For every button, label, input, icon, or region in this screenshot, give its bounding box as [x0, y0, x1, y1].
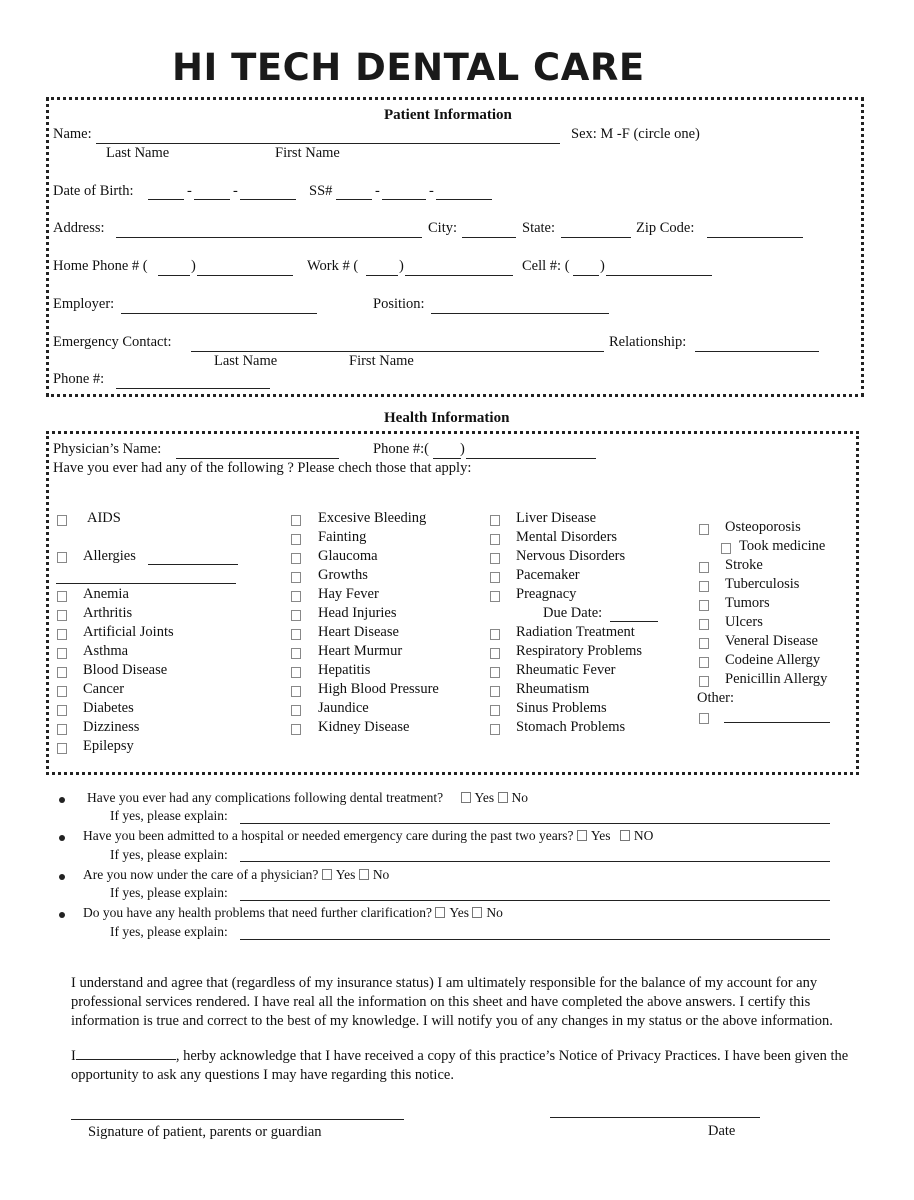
checkbox[interactable] [490, 534, 500, 545]
condition-label: Rheumatic Fever [516, 662, 616, 678]
question-row [87, 790, 528, 806]
physician-phone-paren: ) [460, 441, 465, 457]
condition-label: Rheumatism [516, 681, 590, 697]
checkbox[interactable] [699, 619, 709, 630]
bullet [59, 835, 65, 841]
question-text: Are you now under the care of a physician? [83, 867, 319, 882]
no-label: No [372, 867, 390, 882]
employer-field[interactable] [121, 313, 317, 314]
question-text: Have you ever had any complications following dental treatment? [87, 790, 444, 805]
condition-label: Heart Murmur [318, 643, 403, 659]
home-phone-paren: ) [191, 258, 196, 274]
allergies-field-2[interactable] [56, 583, 236, 584]
condition-label: AIDS [87, 510, 121, 526]
checkbox[interactable] [57, 648, 67, 659]
dob-month-field[interactable] [148, 199, 184, 200]
work-phone-label: Work # ( [307, 258, 359, 274]
checkbox[interactable] [57, 552, 67, 563]
ssn-label: SS# [309, 183, 333, 199]
question-text: Have you been admitted to a hospital or needed emergency care during the past two years? [83, 828, 574, 843]
due-date-field[interactable] [610, 621, 658, 622]
explain-field[interactable] [240, 900, 830, 901]
checkbox[interactable] [699, 562, 709, 573]
question-row [83, 867, 389, 883]
home-phone-label: Home Phone # ( [53, 258, 148, 274]
condition-label: Radiation Treatment [516, 624, 635, 640]
date-field[interactable] [550, 1117, 760, 1118]
checkbox[interactable] [291, 534, 301, 545]
physician-phone-field[interactable] [466, 458, 596, 459]
condition-label: Liver Disease [516, 510, 597, 526]
no-checkbox[interactable] [472, 907, 482, 918]
yes-label: Yes [335, 867, 356, 882]
other-field[interactable] [724, 722, 830, 723]
cell-phone-label: Cell #: ( [522, 258, 570, 274]
relationship-field[interactable] [695, 351, 819, 352]
dob-dash-1: - [187, 183, 192, 199]
checkbox[interactable] [291, 553, 301, 564]
no-checkbox[interactable] [620, 830, 630, 841]
allergies-field[interactable] [148, 564, 238, 565]
checkbox[interactable] [57, 515, 67, 526]
condition-label: Growths [318, 567, 368, 583]
checkbox[interactable] [57, 705, 67, 716]
checkbox[interactable] [291, 515, 301, 526]
emergency-contact-field[interactable] [191, 351, 604, 352]
state-field[interactable] [561, 237, 631, 238]
checkbox[interactable] [699, 524, 709, 535]
condition-label: Dizziness [83, 719, 140, 735]
condition-label: Jaundice [318, 700, 369, 716]
condition-label: High Blood Pressure [318, 681, 439, 697]
checkbox[interactable] [57, 610, 67, 621]
condition-label: Allergies [83, 548, 136, 564]
condition-label: Osteoporosis [725, 519, 801, 535]
checkbox[interactable] [699, 600, 709, 611]
work-phone-paren: ) [399, 258, 404, 274]
ssn-part1-field[interactable] [336, 199, 372, 200]
checkbox[interactable] [57, 667, 67, 678]
city-field[interactable] [462, 237, 516, 238]
yes-checkbox[interactable] [577, 830, 587, 841]
state-label: State: [522, 220, 556, 236]
condition-label: Nervous Disorders [516, 548, 626, 564]
acknowledge-prefix: I [71, 1048, 76, 1064]
name-label: Name: [53, 126, 92, 142]
cell-phone-paren: ) [600, 258, 605, 274]
yes-checkbox[interactable] [322, 869, 332, 880]
condition-label: Asthma [83, 643, 129, 659]
home-phone-area-field[interactable] [158, 275, 190, 276]
condition-label: Hepatitis [318, 662, 371, 678]
position-field[interactable] [431, 313, 609, 314]
condition-label: Fainting [318, 529, 367, 545]
dob-label: Date of Birth: [53, 183, 134, 199]
bullet [59, 912, 65, 918]
condition-label: Artificial Joints [83, 624, 174, 640]
checkbox[interactable] [57, 743, 67, 754]
condition-label: Diabetes [83, 700, 134, 716]
health-info-heading: Health Information [384, 410, 510, 426]
work-phone-area-field[interactable] [366, 275, 398, 276]
ssn-part3-field[interactable] [436, 199, 492, 200]
zip-label: Zip Code: [636, 220, 695, 236]
explain-field[interactable] [240, 823, 830, 824]
condition-label: Stroke [725, 557, 763, 573]
city-label: City: [428, 220, 458, 236]
checkbox[interactable] [721, 543, 731, 554]
zip-field[interactable] [707, 237, 803, 238]
yes-label: Yes [449, 905, 470, 920]
acknowledge-text: , herby acknowledge that I have received a copy of this practice’s Notice of Privacy Practices. I have been given the opportunity to ask any questions I may have regarding this notice. [71, 1048, 849, 1083]
other-label: Other: [697, 690, 735, 706]
condition-label: Veneral Disease [725, 633, 818, 649]
checkbox[interactable] [291, 572, 301, 583]
emergency-last-name-caption: Last Name [214, 353, 278, 369]
emergency-contact-label: Emergency Contact: [53, 334, 172, 350]
checkbox[interactable] [490, 629, 500, 640]
condition-label: Kidney Disease [318, 719, 410, 735]
condition-label: Took medicine [739, 538, 826, 554]
physician-phone-label: Phone #:( [373, 441, 429, 457]
condition-label: Mental Disorders [516, 529, 618, 545]
patient-info-box [46, 97, 864, 397]
condition-label: Sinus Problems [516, 700, 607, 716]
condition-label: Stomach Problems [516, 719, 626, 735]
checkbox[interactable] [291, 591, 301, 602]
relationship-label: Relationship: [609, 334, 687, 350]
ssn-dash-1: - [375, 183, 380, 199]
condition-label: Head Injuries [318, 605, 397, 621]
checkbox[interactable] [57, 629, 67, 640]
no-checkbox[interactable] [498, 792, 508, 803]
physician-name-label: Physician’s Name: [53, 441, 162, 457]
checkbox[interactable] [57, 724, 67, 735]
emergency-phone-field[interactable] [116, 388, 270, 389]
dob-dash-2: - [233, 183, 238, 199]
form-title: HI TECH DENTAL CARE [172, 46, 645, 89]
condition-label: Epilepsy [83, 738, 134, 754]
checkbox[interactable] [699, 713, 709, 724]
checkbox[interactable] [291, 686, 301, 697]
privacy-acknowledgement [71, 1047, 881, 1085]
condition-label: Pacemaker [516, 567, 580, 583]
checkbox[interactable] [291, 629, 301, 640]
cell-phone-area-field[interactable] [573, 275, 599, 276]
due-date-label: Due Date: [543, 605, 603, 621]
yes-label: Yes [590, 828, 611, 843]
acknowledge-name-field[interactable] [76, 1047, 176, 1060]
condition-label: Preagnacy [516, 586, 577, 602]
explain-label: If yes, please explain: [110, 808, 228, 823]
bullet [59, 874, 65, 880]
checkbox[interactable] [490, 553, 500, 564]
checkbox[interactable] [490, 686, 500, 697]
checkbox[interactable] [490, 724, 500, 735]
last-name-caption: Last Name [106, 145, 170, 161]
checkbox[interactable] [699, 676, 709, 687]
signature-field[interactable] [71, 1119, 404, 1120]
patient-info-heading: Patient Information [384, 107, 512, 123]
employer-label: Employer: [53, 296, 115, 312]
checkbox[interactable] [699, 638, 709, 649]
cell-phone-field[interactable] [606, 275, 712, 276]
home-phone-field[interactable] [197, 275, 293, 276]
question-row [83, 905, 503, 921]
ssn-dash-2: - [429, 183, 434, 199]
question-text: Do you have any health problems that need further clarification? [83, 905, 432, 920]
checkbox[interactable] [291, 705, 301, 716]
checkbox[interactable] [57, 591, 67, 602]
dob-year-field[interactable] [240, 199, 296, 200]
no-label: NO [633, 828, 654, 843]
condition-label: Cancer [83, 681, 125, 697]
physician-phone-area-field[interactable] [433, 458, 461, 459]
checkbox[interactable] [490, 515, 500, 526]
agreement-text: I understand and agree that (regardless of my insurance status) I am ultimately responsible for the balance of my account for any professional services rendered. I have real all the information on this sheet and have completed the above answers. I certify this information is true and correct to the best of my knowledge. I will notify you of any changes in my status or the above information. [71, 975, 833, 1029]
no-label: No [486, 905, 503, 920]
explain-label: If yes, please explain: [110, 924, 228, 939]
conditions-question: Have you ever had any of the following ? Please chech those that apply: [53, 460, 472, 476]
condition-label: Glaucoma [318, 548, 378, 564]
explain-label: If yes, please explain: [110, 885, 228, 900]
condition-label: Heart Disease [318, 624, 399, 640]
checkbox[interactable] [699, 657, 709, 668]
ssn-part2-field[interactable] [382, 199, 426, 200]
work-phone-field[interactable] [405, 275, 513, 276]
checkbox[interactable] [291, 610, 301, 621]
checkbox[interactable] [490, 667, 500, 678]
yes-checkbox[interactable] [461, 792, 471, 803]
condition-label: Excesive Bleeding [318, 510, 427, 526]
condition-label: Hay Fever [318, 586, 379, 602]
condition-label: Tumors [725, 595, 770, 611]
emergency-first-name-caption: First Name [349, 353, 414, 369]
explain-field[interactable] [240, 861, 830, 862]
emergency-phone-label: Phone #: [53, 371, 105, 387]
physician-name-field[interactable] [176, 458, 339, 459]
checkbox[interactable] [291, 648, 301, 659]
dob-day-field[interactable] [194, 199, 230, 200]
name-field[interactable] [96, 143, 560, 144]
checkbox[interactable] [490, 648, 500, 659]
question-row [83, 828, 653, 844]
signature-label: Signature of patient, parents or guardian [88, 1124, 322, 1140]
no-label: No [511, 790, 529, 805]
condition-label: Blood Disease [83, 662, 168, 678]
no-checkbox[interactable] [359, 869, 369, 880]
first-name-caption: First Name [275, 145, 340, 161]
condition-label: Penicillin Allergy [725, 671, 828, 687]
checkbox[interactable] [291, 724, 301, 735]
explain-label: If yes, please explain: [110, 847, 228, 862]
checkbox[interactable] [490, 705, 500, 716]
checkbox[interactable] [291, 667, 301, 678]
condition-label: Arthritis [83, 605, 133, 621]
condition-label: Respiratory Problems [516, 643, 643, 659]
condition-label: Codeine Allergy [725, 652, 821, 668]
condition-label: Ulcers [725, 614, 763, 630]
checkbox[interactable] [490, 572, 500, 583]
bullet [59, 797, 65, 803]
explain-field[interactable] [240, 939, 830, 940]
checkbox[interactable] [699, 581, 709, 592]
yes-label: Yes [474, 790, 495, 805]
checkbox[interactable] [57, 686, 67, 697]
checkbox[interactable] [490, 591, 500, 602]
condition-label: Tuberculosis [725, 576, 800, 592]
address-label: Address: [53, 220, 105, 236]
sex-label: Sex: M -F (circle one) [571, 126, 700, 142]
position-label: Position: [373, 296, 425, 312]
date-label: Date [708, 1123, 736, 1139]
address-field[interactable] [116, 237, 422, 238]
yes-checkbox[interactable] [435, 907, 445, 918]
condition-label: Anemia [83, 586, 129, 602]
